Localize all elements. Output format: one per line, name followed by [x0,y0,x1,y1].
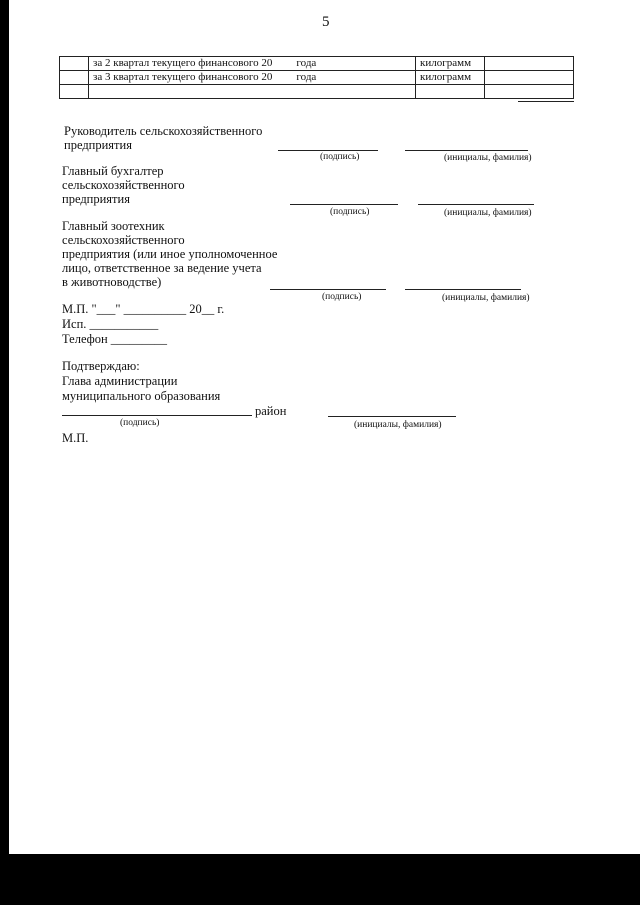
zootech-signature-caption: (подпись) [322,292,362,302]
head-initials-line [405,150,528,151]
zootech-title-line-3: предприятия (или иное уполномоченное [62,247,278,261]
table-row [60,57,574,71]
head-title-line-2: предприятия [64,138,132,152]
approval-signature-line [62,415,252,416]
approval-head-line-1: Глава администрации [62,374,178,388]
accountant-initials-caption: (инициалы, фамилия) [444,208,532,218]
table-cell-index [60,57,89,71]
head-signature-caption: (подпись) [320,152,360,162]
table-cell-period: за 3 квартал текущего финансового 20 года [89,71,416,85]
zootech-title-line-5: в животноводстве) [62,275,162,289]
table-underline [518,101,574,102]
zootech-title-line-2: сельскохозяйственного [62,233,185,247]
zootech-title-line-1: Главный зоотехник [62,219,165,233]
table-cell-index [60,71,89,85]
approval-initials-caption: (инициалы, фамилия) [354,420,442,430]
accountant-title-line-2: сельскохозяйственного [62,178,185,192]
head-title-line-1: Руководитель сельскохозяйственного [64,124,263,138]
table-cell-value [485,71,574,85]
table-row [60,71,574,85]
accountant-signature-line [290,204,398,205]
approval-initials-line [328,416,456,417]
head-initials-caption: (инициалы, фамилия) [444,153,532,163]
accountant-title-line-1: Главный бухгалтер [62,164,164,178]
page-number: 5 [322,14,330,30]
zootech-initials-caption: (инициалы, фамилия) [442,293,530,303]
accountant-title-line-3: предприятия [62,192,130,206]
phone-line: Телефон _________ [62,332,168,346]
zootech-initials-line [405,289,521,290]
table-cell-unit: килограмм [416,71,485,85]
table-cell-period: за 2 квартал текущего финансового 20 года [89,57,416,71]
approval-head-line-2: муниципального образования [62,389,221,403]
zootech-title-line-4: лицо, ответственное за ведение учета [62,261,262,275]
table-cell-value [485,57,574,71]
approval-confirm: Подтверждаю: [62,359,140,373]
approval-district: район [255,404,287,418]
report-table [59,56,574,99]
accountant-signature-caption: (подпись) [330,207,370,217]
stamp-date-line: М.П. "___" __________ 20__ г. [62,302,225,316]
accountant-initials-line [418,204,534,205]
executor-line: Исп. ___________ [62,317,159,331]
scan-bottom-edge [0,854,640,905]
zootech-signature-line [270,289,386,290]
scan-left-edge [0,0,9,905]
head-signature-line [278,150,378,151]
approval-stamp-mark: М.П. [62,431,89,445]
table-cell-unit: килограмм [416,57,485,71]
approval-signature-caption: (подпись) [120,418,160,428]
table-row [60,85,574,99]
